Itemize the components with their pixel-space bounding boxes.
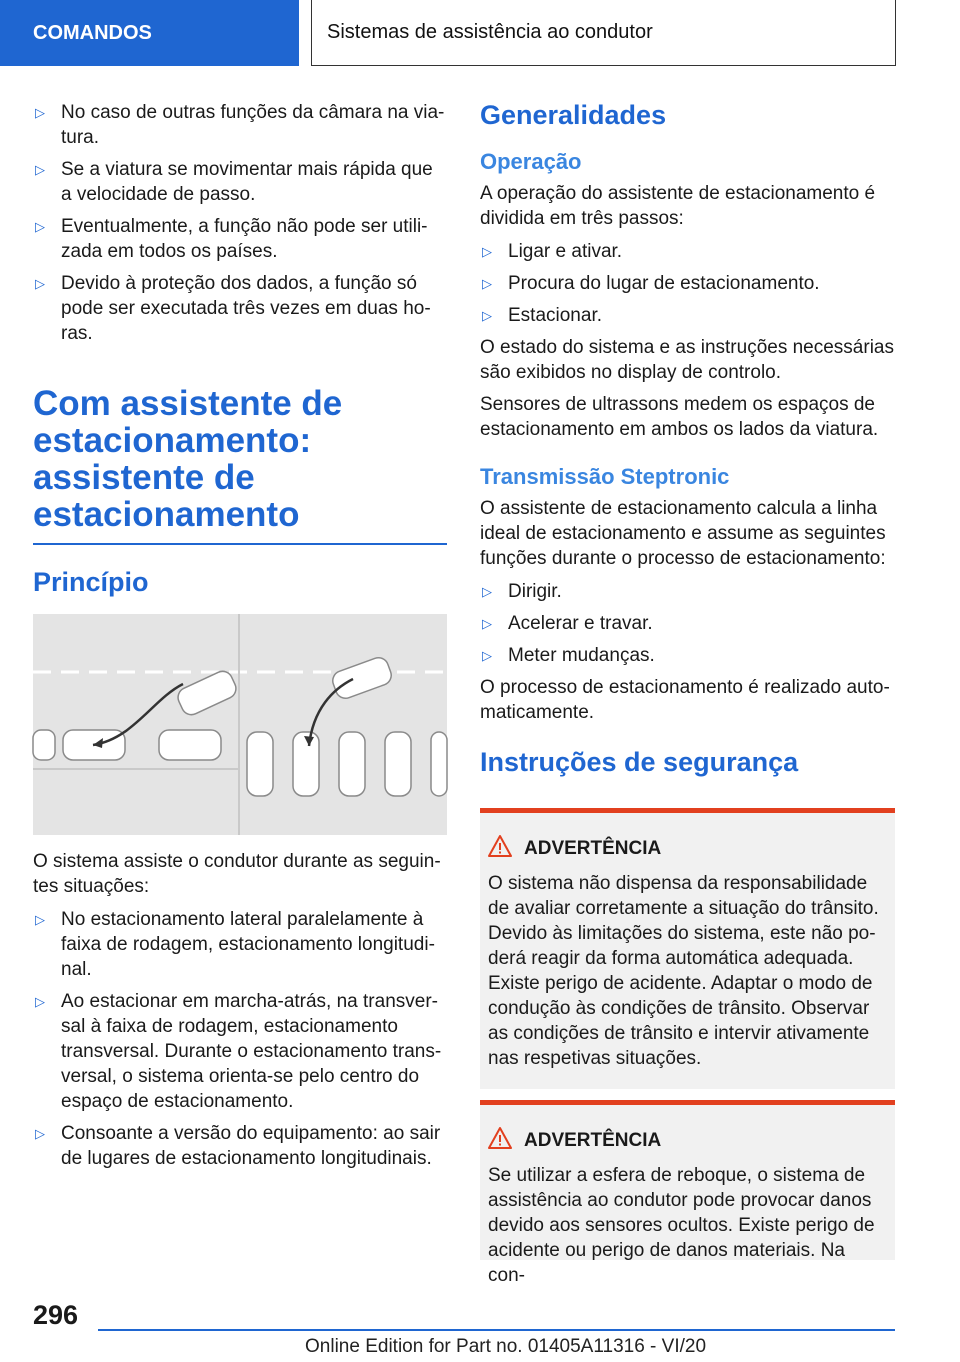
list-item: ▷ Devido à proteção dos dados, a função só pode ser executada três vezes em duas ho-ras. <box>35 273 431 344</box>
edition-text: Online Edition for Part no. 01405A11316 - VI/20 <box>305 1336 707 1357</box>
operacao-list <box>480 239 895 328</box>
bullet-triangle-icon: ▷ <box>482 616 492 631</box>
steptronic-intro: O assistente de estacionamento calcula a linha ideal de estacionamento e assume as seguintes funções durante o processo de estacionamento: <box>480 498 886 569</box>
steptronic-heading: Transmissão Steptronic <box>480 464 730 489</box>
warning-triangle-icon <box>488 835 512 863</box>
seguranca-heading: Instruções de segurança <box>480 747 799 777</box>
bullet-list-top <box>33 100 447 346</box>
list-item: ▷ Eventualmente, a função não pode ser utili-zada em todos os países. <box>35 216 428 262</box>
principio-heading: Princípio <box>33 567 149 597</box>
operacao-heading: Operação <box>480 149 582 174</box>
bullet-triangle-icon: ▷ <box>482 648 492 663</box>
bullet-triangle-icon: ▷ <box>35 219 45 234</box>
list-item: ▷ No caso de outras funções da câmara na via-tura. <box>35 102 445 148</box>
bullet-triangle-icon: ▷ <box>482 244 492 259</box>
bullet-triangle-icon: ▷ <box>35 1126 45 1141</box>
parking-illustration <box>33 614 447 835</box>
chapter-title: Sistemas de assistência ao condutor <box>327 21 653 43</box>
paragraph-automatic: O processo de estacionamento é realizado auto-maticamente. <box>480 677 890 723</box>
list-item: ▷ Dirigir. <box>482 581 562 602</box>
bullet-triangle-icon: ▷ <box>35 994 45 1009</box>
footer-divider <box>98 1329 895 1331</box>
left-column <box>33 100 447 1171</box>
bullet-triangle-icon: ▷ <box>482 308 492 323</box>
paragraph-sensors: Sensores de ultrassons medem os espaços de estacionamento em ambos os lados da viatura. <box>480 394 879 440</box>
list-item: ▷ Ao estacionar em marcha-atrás, na transver-sal à faixa de rodagem, estacionamento transversal. Durante o estacionamento trans-versal, o sistema orienta-se pelo centro do espaço de estacionamento. <box>35 991 442 1112</box>
list-item: ▷ Meter mudanças. <box>482 645 655 666</box>
list-item: ▷ Acelerar e travar. <box>482 613 653 634</box>
bullet-triangle-icon: ▷ <box>35 162 45 177</box>
bullet-triangle-icon: ▷ <box>482 584 492 599</box>
bullet-triangle-icon: ▷ <box>482 276 492 291</box>
bullet-list-bottom <box>33 907 447 1171</box>
warning-box-1 <box>480 808 895 1089</box>
warning-title: ADVERTÊNCIA <box>488 1127 887 1155</box>
list-item: ▷ No estacionamento lateral paralelamente à faixa de rodagem, estacionamento longitudi-nal. <box>35 909 435 980</box>
intro-paragraph: O sistema assiste o condutor durante as seguin-tes situações: <box>33 851 441 897</box>
chapter-header <box>311 0 896 66</box>
section-title: COMANDOS <box>33 21 152 44</box>
right-column <box>480 100 895 778</box>
steptronic-list <box>480 579 895 668</box>
generalidades-heading: Generalidades <box>480 100 667 130</box>
list-item: ▷ Ligar e ativar. <box>482 241 623 262</box>
warning-triangle-icon <box>488 1127 512 1155</box>
warning-text: O sistema não dispensa da responsabilidade de avaliar corretamente a situação do trânsito. Devido às limitações do sistema, este não po-derá reagir da forma automática adequada. Existe perigo de acidente. Adaptar o modo de condução às condições de trânsito. Observar as condições de trânsito e intervir ativamente nas respetivas situações. <box>488 873 879 1069</box>
paragraph-status: O estado do sistema e as instruções necessárias são exibidos no display de controlo. <box>480 337 894 383</box>
bullet-triangle-icon: ▷ <box>35 276 45 291</box>
section-heading: Com assistente de estacionamento: assistente de estacionamento <box>33 385 447 545</box>
list-item: ▷ Procura do lugar de estacionamento. <box>482 273 820 294</box>
list-item: ▷ Consoante a versão do equipamento: ao sair de lugares de estacionamento longitudinais. <box>35 1123 441 1169</box>
list-item: ▷ Estacionar. <box>482 305 602 326</box>
bullet-triangle-icon: ▷ <box>35 105 45 120</box>
list-item: ▷ Se a viatura se movimentar mais rápida que a velocidade de passo. <box>35 159 433 205</box>
bullet-triangle-icon: ▷ <box>35 912 45 927</box>
operacao-intro: A operação do assistente de estacionamento é dividida em três passos: <box>480 183 876 229</box>
section-tab[interactable] <box>0 0 299 66</box>
page-number: 296 <box>33 1300 79 1330</box>
warning-text: Se utilizar a esfera de reboque, o sistema de assistência ao condutor pode provocar danos devido aos sensores ocultos. Existe perigo de acidente ou perigo de danos materiais. Na con- <box>488 1165 875 1286</box>
warning-title: ADVERTÊNCIA <box>488 835 887 863</box>
warning-box-2 <box>480 1100 895 1286</box>
